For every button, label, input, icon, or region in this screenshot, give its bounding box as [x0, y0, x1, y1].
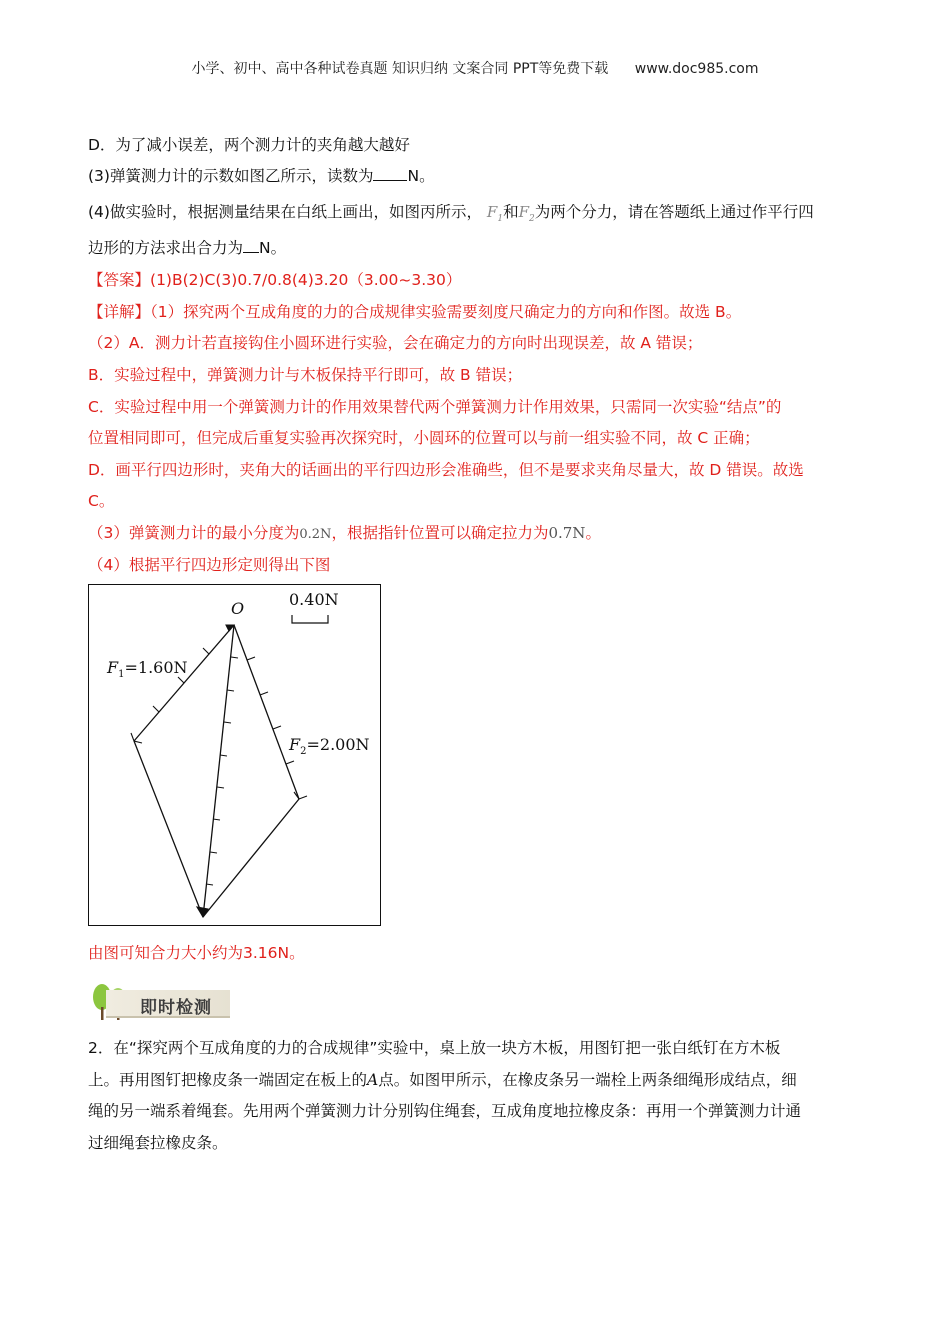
- point-a: A: [367, 1071, 379, 1089]
- detail-label: 【详解】: [88, 303, 151, 321]
- question-3: (3)弹簧测力计的示数如图乙所示，读数为 N。: [88, 167, 435, 185]
- scale-bar: [292, 615, 328, 623]
- section-banner: [88, 982, 233, 1022]
- detail-line-9: （4）根据平行四边形定则得出下图: [88, 556, 331, 574]
- unit-value: 0.7N: [548, 524, 586, 542]
- answer-text: (1)B(2)C(3)0.7/0.8(4)3.20（3.00~3.30）: [150, 271, 462, 289]
- answer-blank: [243, 238, 259, 253]
- section-title: 即时检测: [140, 998, 212, 1018]
- parallel-line-b: [203, 799, 299, 917]
- symbol-f1: $F_1$: [486, 203, 504, 224]
- question-2-line2: 上。再用图钉把橡皮条一端固定在板上的A点。如图甲所示，在橡皮条另一端栓上两条细绳形成结点，细: [88, 1071, 797, 1089]
- question-4-line2: 边形的方法求出合力为 N。: [88, 239, 287, 257]
- origin-arrow-icon: [226, 625, 234, 631]
- page-header: [0, 58, 950, 78]
- detail-line-4: C．实验过程中用一个弹簧测力计的作用效果替代两个弹簧测力计作用效果，只需同一次实验“结点”的: [88, 398, 782, 416]
- resultant-ticks: [206, 657, 238, 885]
- detail-line-8: （3）弹簧测力计的最小分度为0.2N，根据指针位置可以确定拉力为0.7N。: [88, 524, 601, 542]
- scale-label: 0.40N: [289, 590, 339, 609]
- detail-line-1: 【详解】（1）探究两个互成角度的力的合成规律实验需要刻度尺确定力的方向和作图。故选 B。: [88, 303, 742, 321]
- answer-label: 【答案】: [88, 271, 151, 289]
- question-4-line1: (4)做实验时，根据测量结果在白纸上画出，如图丙所示， $F_1$和$F_2$为两个分力，请在答题纸上通过作平行四: [88, 203, 814, 224]
- answer-line: [88, 268, 461, 290]
- f2-arrowhead-icon: [294, 792, 307, 799]
- origin-label: O: [231, 599, 245, 618]
- question-2-line3: 绳的另一端系着绳套。先用两个弹簧测力计分别钩住绳套，互成角度地拉橡皮条：再用一个弹簧测力计通: [88, 1102, 802, 1120]
- option-d: D．为了减小误差，两个测力计的夹角越大越好: [88, 136, 410, 154]
- resultant-arrowhead-icon: [197, 907, 208, 917]
- header-url[interactable]: www.doc985.com: [634, 61, 759, 77]
- symbol-f2: $F_2$: [518, 203, 535, 224]
- detail-line-3: B．实验过程中，弹簧测力计与木板保持平行即可，故 B 错误；: [88, 366, 523, 384]
- scale-bar-shape: [292, 615, 328, 623]
- f2-arrow-line: [234, 625, 299, 799]
- question-2-line4: 过细绳套拉橡皮条。: [88, 1134, 228, 1152]
- f1-label: $F_1=1.60N$: [107, 658, 188, 680]
- detail-line-5: 位置相同即可，但完成后重复实验再次探究时，小圆环的位置可以与前一组实验不同，故 C 正确；: [88, 429, 760, 447]
- detail-line-2: （2）A．测力计若直接钩住小圆环进行实验，会在确定力的方向时出现误差，故 A 错误；: [88, 334, 703, 352]
- detail-line-6: D．画平行四边形时，夹角大的话画出的平行四边形会准确些，但不是要求夹角尽量大，故 D 错误。故选: [88, 461, 804, 479]
- parallel-line-a: [134, 741, 203, 917]
- question-2-line1: 2．在“探究两个互成角度的力的合成规律”实验中，桌上放一块方木板，用图钉把一张白纸钉在方木板: [88, 1039, 781, 1057]
- f2-label: $F_2=2.00N$: [289, 735, 370, 757]
- unit-value: 0.2N: [299, 527, 332, 542]
- header-text: 小学、初中、高中各种试卷真题 知识归纳 文案合同 PPT等免费下载: [191, 61, 609, 77]
- force-diagram-svg: [89, 585, 382, 927]
- force-diagram: [88, 584, 381, 926]
- resultant-line: [203, 625, 234, 917]
- answer-blank: [373, 166, 407, 181]
- detail-line-7: C。: [88, 492, 115, 510]
- f2-ticks: [247, 657, 294, 764]
- conclusion: 由图可知合力大小约为3.16N。: [88, 944, 305, 962]
